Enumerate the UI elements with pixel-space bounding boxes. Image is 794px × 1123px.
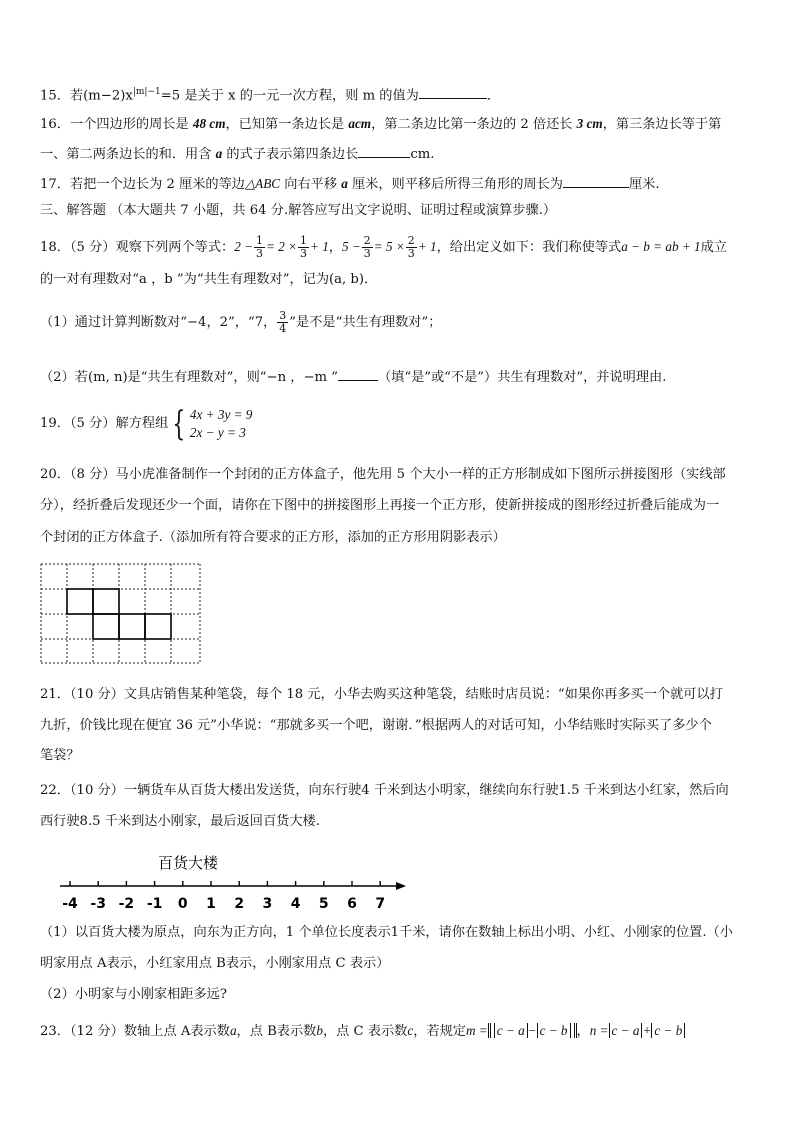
q20-text: 20．（8 分）马小虎准备制作一个封闭的正方体盒子，他先用 5 个大小一样的正方形制成如下图所示拼接图形（实线部: [40, 467, 726, 482]
q15-text-c: ．: [486, 88, 501, 104]
q15-text-a: 15．若(m−2)x: [40, 88, 133, 104]
q16-side: acm: [348, 116, 372, 131]
q19-system: [190, 406, 252, 442]
q16-text: 的式子表示第四条边长: [222, 147, 359, 162]
frac-num: 2: [363, 234, 371, 247]
q22-text: 西行驶8.5 千米到达小刚家，最后返回百货大楼.: [40, 814, 320, 829]
frac-num: 1: [256, 234, 263, 247]
question-19: [40, 404, 252, 444]
q21-text: 九折，价钱比现在便宜 36 元”小华说：“那就多买一个吧，谢谢．”根据两人的对话可知，小华结账时实际买了多少个: [40, 718, 712, 733]
q16-unit: cm.: [410, 147, 435, 162]
q18-eq1: 2 −: [234, 239, 253, 254]
q18-eq2: + 1: [417, 239, 437, 254]
q23-op: +: [642, 1023, 652, 1038]
q18-eq1-fraction-2: [298, 235, 309, 260]
q23-abs: c − b: [537, 1023, 571, 1038]
question-22-part-2: [40, 985, 227, 1005]
q23-n-expr: [609, 1023, 686, 1038]
q17-text: 厘米.: [629, 177, 660, 192]
q18-eq2: = 5 ×: [373, 239, 405, 254]
q18-p1-text: ”是不是“共生有理数对”；: [289, 315, 442, 330]
question-16-line-2: [40, 143, 434, 165]
axis-tick-label: 0: [177, 896, 188, 912]
q23-text: ，点 B表示数: [236, 1024, 317, 1039]
q19-head: 19．（5 分）解方程组: [40, 416, 169, 431]
q20-net-grid[interactable]: [40, 563, 202, 665]
q17-triangle: △ABC: [245, 176, 281, 191]
axis-tick-label: -2: [118, 896, 135, 912]
q18-eq1-fraction: [254, 235, 265, 260]
question-18-part-2: [40, 366, 666, 388]
question-18-line-2: [40, 270, 377, 290]
axis-tick-label: -4: [62, 896, 78, 912]
question-22-line-1: [40, 781, 729, 801]
question-18-line-1: [40, 230, 727, 265]
q16-variable: a: [215, 146, 223, 161]
q20-text: 个封闭的正方体盒子.（添加所有符合要求的正方形，添加的正方形用阴影表示）: [40, 530, 506, 545]
q18-eq2-fraction-2: [406, 235, 417, 260]
question-21-line-2: [40, 716, 712, 736]
q22-p2-text: （2）小明家与小刚家相距多远?: [40, 987, 227, 1002]
q23-var-a: a: [229, 1023, 237, 1038]
question-18-part-1: [40, 306, 441, 340]
question-20-line-2: [40, 496, 719, 516]
frac-num: 1: [300, 234, 307, 247]
q22-p1-text: 明家用点 A表示，小红家用点 B表示，小刚家用点 C 表示）: [40, 956, 390, 971]
axis-tick-label: 1: [206, 896, 216, 912]
q18-p2-text: （2）若(m, n)是“共生有理数对”，则“−n ，−m ”: [40, 370, 338, 385]
question-21-line-3: [40, 746, 80, 766]
question-20-line-1: [40, 465, 726, 485]
q18-eq2-fraction: [362, 235, 373, 260]
q16-perimeter: 48 cm: [192, 116, 226, 131]
q15-text-b: =5 是关于 x 的一元一次方程，则 m 的值为: [160, 88, 419, 104]
q18-eq1: + 1: [310, 239, 329, 254]
q16-text: ，第三条边长等于第: [602, 117, 722, 132]
frac-num: 2: [407, 234, 415, 247]
q16-text: 16．一个四边形的周长是: [40, 117, 193, 132]
axis-tick-label: 4: [290, 896, 301, 912]
q18-p1-fraction: [277, 310, 288, 335]
q22-text: 22．（10 分）一辆货车从百货大楼出发送货，向东行驶4 千米到达小明家，继续向东行驶1.5 千米到达小红家，然后向: [40, 783, 729, 798]
q23-abs: c − a: [609, 1023, 643, 1038]
q20-text: 分），经折叠后发现还少一个面，请你在下图中的拼接图形上再接一个正方形，使新拼接成的图形经过折叠后能成为一: [40, 498, 720, 513]
q17-text: 向右平移: [280, 177, 342, 192]
frac-num: 3: [279, 309, 287, 322]
q18-text: ，给出定义如下：我们称使等式: [436, 240, 622, 255]
q17-answer-blank[interactable]: [563, 173, 629, 188]
q17-variable: a: [341, 176, 348, 191]
arrow-right-icon: [396, 882, 406, 890]
question-17: [40, 173, 660, 195]
axis-tick-label: -3: [90, 896, 106, 912]
frac-den: 3: [256, 247, 263, 260]
axis-tick-label: 6: [347, 896, 357, 912]
q18-text: 成立: [700, 240, 728, 255]
q23-abs: c − b: [651, 1023, 685, 1038]
q17-text: 厘米，则平移后所得三角形的周长为: [347, 177, 563, 192]
q19-eq1: 4x + 3y = 9: [189, 406, 253, 422]
axis-tick-label: 5: [318, 896, 329, 912]
question-22-part-1-line-2: [40, 954, 389, 974]
axis-tick-label: 3: [262, 896, 273, 912]
axis-title: 百货大楼: [158, 854, 219, 872]
question-21-line-1: [40, 685, 723, 705]
q18-eq2: 5 −: [341, 239, 361, 254]
q23-m-expr: [488, 1023, 577, 1038]
q23-op: −: [527, 1023, 537, 1038]
q23-var-b: b: [316, 1023, 323, 1038]
q23-text: 23．（12 分）数轴上点 A表示数: [40, 1024, 230, 1039]
q18-text: 的一对有理数对“a ，b ”为“共生有理数对”，记为(a, b)．: [40, 272, 378, 287]
q18-answer-blank[interactable]: [338, 366, 378, 381]
q15-exponent: |m|−1: [132, 87, 161, 97]
frac-den: 3: [363, 247, 371, 260]
brace-icon: {: [172, 403, 186, 444]
axis-tick-label: 7: [375, 896, 386, 912]
q16-text: 一、第二两条边长的和．用含: [40, 147, 216, 162]
q23-abs: c − a: [494, 1023, 528, 1038]
question-20-line-3: [40, 528, 506, 548]
q19-eq2: 2x − y = 3: [189, 424, 246, 440]
q18-sep: ，: [328, 240, 342, 255]
question-23: [40, 1021, 685, 1042]
q23-n-eq: n =: [589, 1023, 609, 1038]
axis-tick-label: 2: [234, 896, 245, 912]
section-3-heading: [40, 201, 556, 221]
question-22-line-2: [40, 812, 320, 832]
q16-text: ，已知第一条边长是: [225, 117, 349, 132]
question-22-part-1-line-1: [40, 923, 733, 943]
q22-number-line[interactable]: [58, 848, 414, 912]
q23-text: ，若规定: [413, 1024, 466, 1039]
frac-den: 3: [407, 247, 415, 260]
q21-text: 笔袋？: [40, 748, 80, 763]
q18-eq1: = 2 ×: [266, 239, 297, 254]
q18-head: 18．（5 分）观察下列两个等式：: [40, 240, 235, 255]
q15-answer-blank[interactable]: [419, 84, 487, 99]
q18-definition: a − b = ab + 1: [621, 239, 701, 254]
q16-longer: 3 cm: [576, 116, 603, 131]
q16-text: ，第二条边比第一条边的 2 倍还长: [371, 117, 577, 132]
frac-den: 3: [300, 247, 307, 260]
frac-den: 4: [279, 322, 287, 335]
question-15: [40, 82, 500, 106]
q21-text: 21．（10 分）文具店销售某种笔袋，每个 18 元，小华去购买这种笔袋，结账时店员说：“如果你再多买一个就可以打: [40, 687, 723, 702]
q23-text: ，点 C 表示数: [322, 1024, 408, 1039]
q18-p1-text: （1）通过计算判断数对“−4，2”，“7，: [40, 315, 277, 330]
question-16-line-1: [40, 114, 721, 135]
q23-var-c: c: [407, 1023, 414, 1038]
axis-tick-label: -1: [146, 896, 163, 912]
q16-answer-blank[interactable]: [358, 143, 410, 158]
q17-text: 17．若把一个边长为 2 厘米的等边: [40, 177, 245, 192]
section-3-text: 三、解答题 （本大题共 7 小题，共 64 分.解答应写出文字说明、证明过程或演算步骤.）: [40, 203, 557, 218]
net-solid-squares: [67, 589, 171, 639]
q23-sep: ，: [576, 1024, 590, 1039]
q23-m-eq: m =: [465, 1023, 488, 1038]
q22-p1-text: （1）以百货大楼为原点，向东为正方向，1 个单位长度表示1千米，请你在数轴上标出小明、小红、小刚家的位置.（小: [40, 925, 733, 940]
q18-p2-text: （填“是”或“不是”）共生有理数对”，并说明理由.: [377, 370, 667, 385]
